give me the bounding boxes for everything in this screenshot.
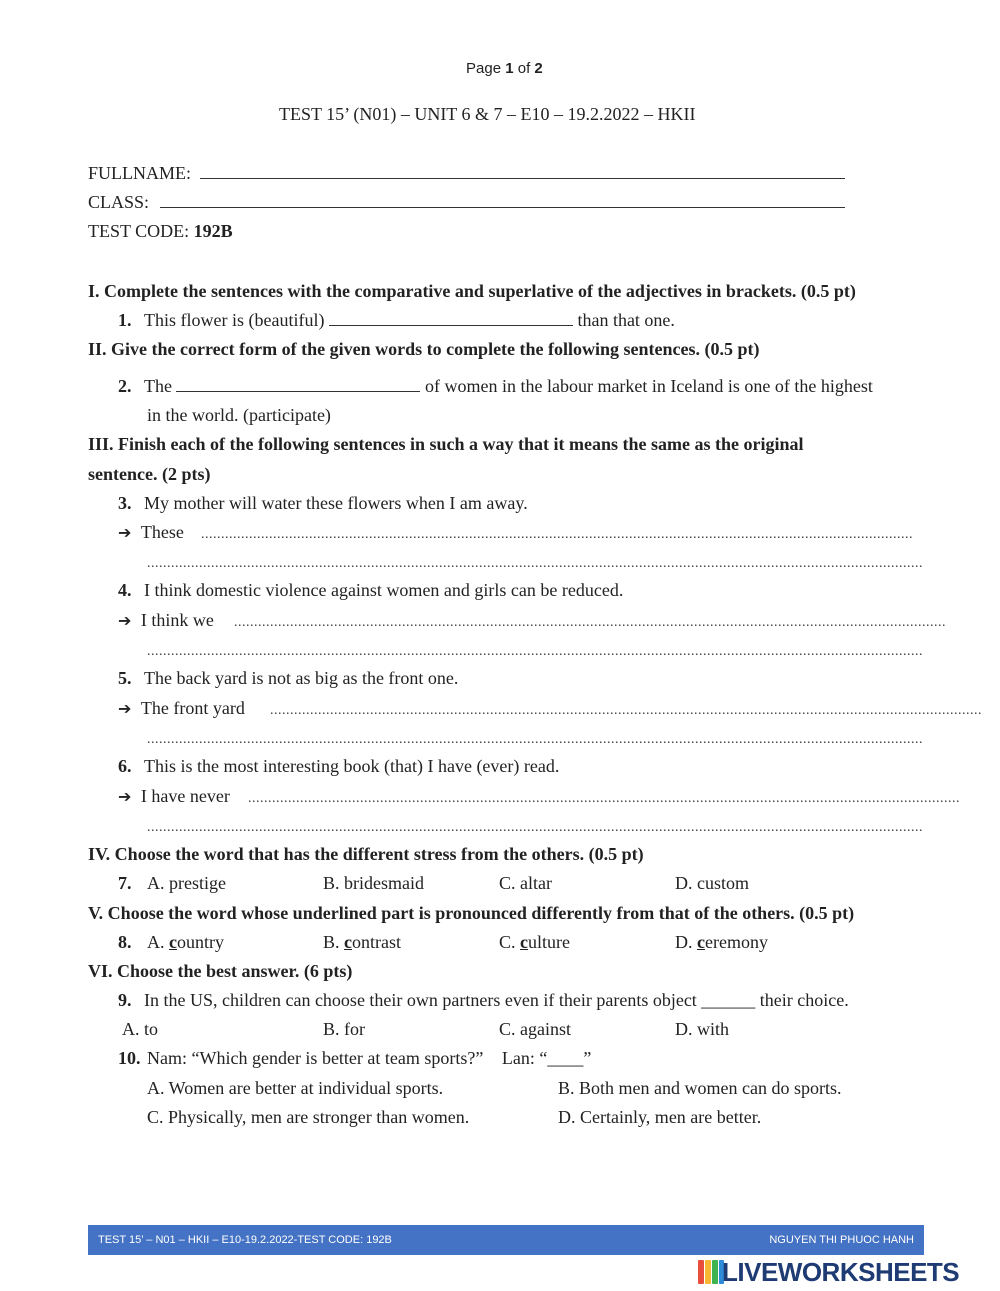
option-rest: ontrast: [352, 932, 402, 952]
option-d[interactable]: D. custom: [675, 873, 749, 893]
option-a[interactable]: A. to: [122, 1019, 158, 1039]
section-5-heading: V. Choose the word whose underlined part is pronounced differently from that of the others. (0.5 pt): [88, 903, 855, 923]
question-text: In the US, children can choose their own partners even if their parents object ______ their choice.: [144, 990, 849, 1010]
rewrite-start: These: [140, 522, 184, 542]
question-number: 3.: [118, 493, 132, 513]
question-reply: Lan: “____”: [501, 1048, 592, 1068]
question-text: My mother will water these flowers when I am away.: [144, 493, 528, 513]
class-blank[interactable]: [160, 193, 845, 208]
test-title: TEST 15’ (N01) – UNIT 6 & 7 – E10 – 19.2.2022 – HKII: [279, 104, 696, 124]
section-1-heading: I. Complete the sentences with the comparative and superlative of the adjectives in brackets. (0.5 pt): [88, 281, 856, 301]
answer-dots[interactable]: ..................................................................................................................................................................................................: [147, 732, 923, 747]
page-current: 1: [505, 60, 514, 77]
option-b[interactable]: B. for: [323, 1019, 365, 1039]
section-2-heading: II. Give the correct form of the given words to complete the following sentences. (0.5 pt): [88, 339, 760, 359]
page-footer: [88, 1225, 924, 1255]
question-text-after: of women in the labour market in Iceland is one of the highest: [424, 376, 873, 396]
underlined-part: c: [697, 932, 705, 952]
page-label: Page: [466, 60, 502, 77]
question-5: [118, 668, 458, 689]
question-number: 9.: [118, 990, 132, 1010]
footer-left-text: TEST 15’ – N01 – HKII – E10-19.2.2022-TEST CODE: 192B: [98, 1234, 392, 1246]
rewrite-line-3: [118, 522, 184, 543]
question-number: 4.: [118, 580, 132, 600]
option-rest: ulture: [528, 932, 571, 952]
option-b[interactable]: [323, 932, 401, 953]
class-label: CLASS:: [88, 192, 150, 212]
option-c[interactable]: [499, 932, 570, 953]
test-code-row: [88, 221, 233, 242]
section-3-heading-line-2: sentence. (2 pts): [88, 464, 211, 484]
question-number: 5.: [118, 668, 132, 688]
underlined-part: c: [169, 932, 177, 952]
answer-dots[interactable]: ..................................................................................................................................................................................................: [147, 556, 923, 571]
question-text-after: than that one.: [577, 310, 675, 330]
question-2: [118, 376, 873, 397]
option-a[interactable]: A. Women are better at individual sports.: [147, 1078, 444, 1098]
section-4-heading: IV. Choose the word that has the different stress from the others. (0.5 pt): [88, 844, 644, 864]
option-a[interactable]: A. prestige: [147, 873, 226, 893]
question-number: 6.: [118, 756, 132, 776]
footer-author: NGUYEN THI PHUOC HANH: [769, 1234, 914, 1246]
class-row: [88, 192, 845, 213]
option-b[interactable]: B. Both men and women can do sports.: [558, 1078, 842, 1098]
option-b[interactable]: B. bridesmaid: [323, 873, 424, 893]
liveworksheets-logo-icon: [698, 1260, 724, 1284]
test-code-label: TEST CODE:: [88, 221, 190, 241]
page-indicator: [466, 60, 543, 77]
fullname-blank[interactable]: [200, 164, 845, 179]
question-4: [118, 580, 623, 601]
option-letter: B.: [323, 932, 345, 952]
answer-blank[interactable]: [176, 377, 420, 392]
question-9: [118, 990, 849, 1011]
rewrite-start: The front yard: [140, 698, 245, 718]
rewrite-line-6: [118, 786, 230, 807]
answer-blank[interactable]: [329, 311, 573, 326]
test-code-value: 192B: [193, 221, 233, 241]
answer-dots[interactable]: ..................................................................................................................................................................................: [234, 615, 946, 630]
option-letter: D.: [675, 932, 697, 952]
option-letter: C.: [499, 932, 521, 952]
option-rest: eremony: [705, 932, 768, 952]
page-total: 2: [534, 60, 543, 77]
answer-dots[interactable]: ..................................................................................................................................................................................: [201, 527, 913, 542]
option-d[interactable]: D. with: [675, 1019, 729, 1039]
arrow-right-icon: ➔: [118, 523, 132, 542]
option-rest: ountry: [177, 932, 224, 952]
option-c[interactable]: C. Physically, men are stronger than women.: [147, 1107, 470, 1127]
option-a[interactable]: [147, 932, 224, 953]
rewrite-start: I have never: [140, 786, 230, 806]
question-6: [118, 756, 559, 777]
option-c[interactable]: C. altar: [499, 873, 552, 893]
question-text: The: [144, 376, 172, 396]
answer-dots[interactable]: ..................................................................................................................................................................................................: [147, 644, 923, 659]
option-d[interactable]: D. Certainly, men are better.: [558, 1107, 762, 1127]
arrow-right-icon: ➔: [118, 611, 132, 630]
page-of: of: [517, 60, 531, 77]
underlined-part: c: [520, 932, 529, 952]
question-number: 2.: [118, 376, 132, 396]
fullname-label: FULLNAME:: [88, 163, 191, 183]
rewrite-line-4: [118, 610, 214, 631]
option-d[interactable]: [675, 932, 768, 953]
answer-dots[interactable]: ..................................................................................................................................................................................: [270, 703, 982, 718]
question-text: Nam: “Which gender is better at team sports?”: [147, 1048, 484, 1068]
question-7-number: 7.: [118, 873, 132, 893]
underlined-part: c: [344, 932, 353, 952]
question-number: 1.: [118, 310, 132, 330]
section-6-heading: VI. Choose the best answer. (6 pts): [88, 961, 353, 981]
question-text: I think domestic violence against women and girls can be reduced.: [144, 580, 624, 600]
question-10: [118, 1048, 591, 1069]
question-text: The back yard is not as big as the front one.: [144, 668, 459, 688]
liveworksheets-logo[interactable]: LIVEWORKSHEETS: [722, 1257, 960, 1287]
arrow-right-icon: ➔: [118, 699, 132, 718]
question-number: 10.: [118, 1048, 141, 1068]
question-2-line-2: in the world. (participate): [147, 405, 331, 425]
answer-dots[interactable]: ..................................................................................................................................................................................: [248, 791, 960, 806]
question-3: [118, 493, 528, 514]
fullname-row: [88, 163, 845, 184]
section-3-heading: III. Finish each of the following sentences in such a way that it means the same as the original: [88, 434, 804, 454]
option-c[interactable]: C. against: [499, 1019, 571, 1039]
answer-dots[interactable]: ..................................................................................................................................................................................................: [147, 820, 923, 835]
question-8-number: 8.: [118, 932, 132, 952]
option-letter: A.: [147, 932, 169, 952]
question-1: [118, 310, 675, 331]
question-text: This is the most interesting book (that) I have (ever) read.: [144, 756, 560, 776]
arrow-right-icon: ➔: [118, 787, 132, 806]
rewrite-start: I think we: [140, 610, 214, 630]
rewrite-line-5: [118, 698, 245, 719]
question-text: This flower is (beautiful): [144, 310, 325, 330]
